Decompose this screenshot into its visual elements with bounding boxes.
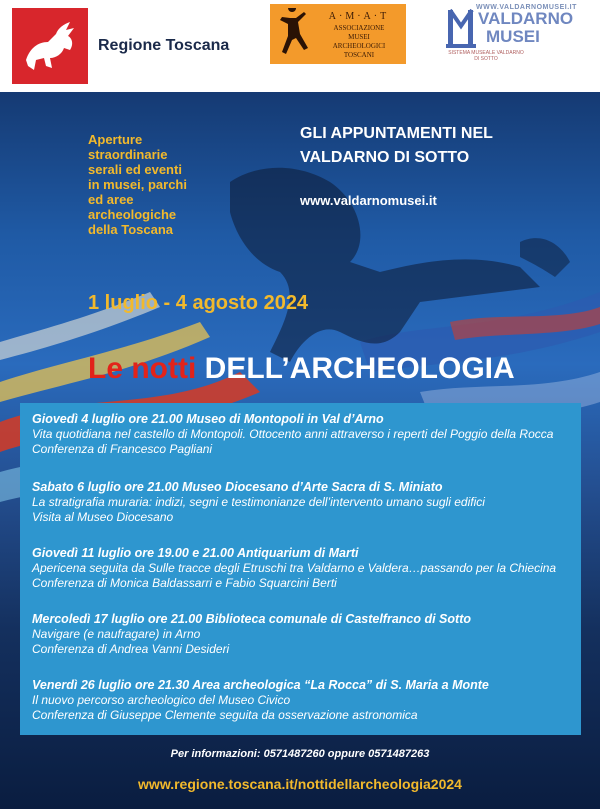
amat-line1: ASSOCIAZIONE xyxy=(333,24,385,32)
valdarno-url: WWW.VALDARNOMUSEI.IT xyxy=(476,4,577,11)
valdarno-musei-logo xyxy=(446,4,586,64)
event-title: Sabato 6 luglio ore 21.00 Museo Diocesano d’Arte Sacra di S. Miniato xyxy=(32,480,443,494)
program-box xyxy=(20,403,581,735)
contact-info: Per informazioni: 0571487260 oppure 0571487263 xyxy=(170,748,430,760)
event-item xyxy=(32,612,577,657)
event-item xyxy=(32,412,577,457)
event-description: La stratigrafia muraria: indizi, segni e testimonianze dell’intervento umano sugli edifici xyxy=(32,495,485,509)
section-title-line2: VALDARNO DI SOTTO xyxy=(300,149,470,166)
intro-text xyxy=(88,132,248,237)
event-title: Giovedì 11 luglio ore 19.00 e 21.00 Antiquarium di Marti xyxy=(32,546,359,560)
date-range: 1 luglio - 4 agosto 2024 xyxy=(88,292,309,314)
intro-line: straordinarie xyxy=(88,147,168,162)
event-speaker: Conferenza di Francesco Pagliani xyxy=(32,442,213,456)
dancer-figure-icon xyxy=(274,8,312,60)
website-link[interactable]: www.valdarnomusei.it xyxy=(300,193,437,208)
event-description: Navigare (e naufragare) in Arno xyxy=(32,627,201,641)
event-description: Vita quotidiana nel castello di Montopoli. Ottocento anni attraverso i reperti del Poggio della Rocca xyxy=(32,427,554,441)
headline-part2: DELL’ARCHEOLOGIA xyxy=(204,352,515,385)
footer-link[interactable]: www.regione.toscana.it/nottidellarcheologia2024 xyxy=(138,776,462,792)
section-title xyxy=(300,122,590,170)
event-item xyxy=(32,546,577,591)
pegasus-icon xyxy=(12,8,88,84)
event-speaker: Visita al Museo Diocesano xyxy=(32,510,174,524)
valdarno-title2: MUSEI xyxy=(486,27,540,46)
amat-line2: MUSEI xyxy=(348,33,370,41)
event-title: Giovedì 4 luglio ore 21.00 Museo di Montopoli in Val d’Arno xyxy=(32,412,384,426)
event-title: Mercoledì 17 luglio ore 21.00 Biblioteca comunale di Castelfranco di Sotto xyxy=(32,612,471,626)
amat-line3: ARCHEOLOGICI xyxy=(332,42,386,50)
event-description: Il nuovo percorso archeologico del Museo Civico xyxy=(32,693,291,707)
main-headline xyxy=(88,352,515,386)
intro-line: della Toscana xyxy=(88,222,174,237)
headline-part1: Le notti xyxy=(88,352,197,385)
intro-line: serali ed eventi xyxy=(88,162,182,177)
valdarno-subtitle: SISTEMA MUSEALE VALDARNO DI SOTTO xyxy=(448,50,524,62)
intro-line: ed aree xyxy=(88,192,134,207)
amat-logo xyxy=(270,4,406,64)
event-item xyxy=(32,480,577,525)
column-m-icon xyxy=(446,4,476,54)
event-description: Apericena seguita da Sulle tracce degli Etruschi tra Valdarno e Valdera…passando per la Chiecina xyxy=(32,561,557,575)
section-title-line1: GLI APPUNTAMENTI NEL xyxy=(300,125,493,142)
event-speaker: Conferenza di Giuseppe Clemente seguita da osservazione astronomica xyxy=(32,708,418,722)
event-title: Venerdì 26 luglio ore 21.30 Area archeologica “La Rocca” di S. Maria a Monte xyxy=(32,678,489,692)
region-name: Regione Toscana xyxy=(98,37,230,54)
valdarno-title1: VALDARNO xyxy=(478,9,574,28)
header-band xyxy=(0,0,600,92)
amat-line4: TOSCANI xyxy=(343,51,375,59)
amat-acronym: A·M·A·T xyxy=(328,11,390,22)
event-speaker: Conferenza di Andrea Vanni Desideri xyxy=(32,642,230,656)
intro-line: in musei, parchi xyxy=(88,177,187,192)
intro-line: archeologiche xyxy=(88,207,177,222)
event-speaker: Conferenza di Monica Baldassarri e Fabio Squarcini Berti xyxy=(32,576,337,590)
event-item xyxy=(32,678,577,723)
regione-toscana-logo xyxy=(12,8,88,84)
intro-line: Aperture xyxy=(88,132,143,147)
